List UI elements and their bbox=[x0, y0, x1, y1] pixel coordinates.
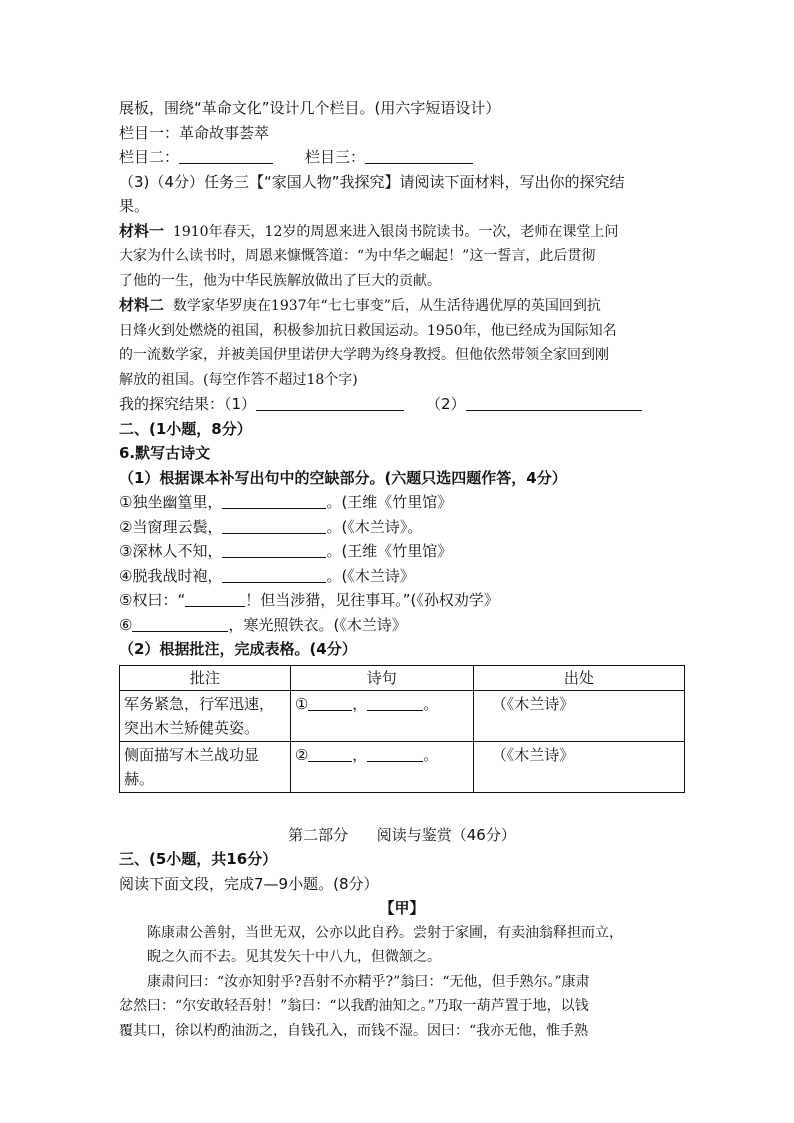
material2-text: 数学家华罗庚在1937年“七七事变”后，从生活待遇优厚的英国回到抗 bbox=[172, 298, 601, 314]
part2-heading: 二、(1小题，8分） bbox=[119, 419, 252, 438]
fill-item-4: ④脱我战时袍， 。(《木兰诗》 bbox=[119, 566, 415, 585]
task3-line1: （3)（4分）任务三【“家国人物”我探究】请阅读下面材料，写出你的探究结 bbox=[119, 172, 625, 191]
passage-p1-l2: 睨之久而不去。见其发矢十中八九，但微颔之。 bbox=[147, 949, 441, 965]
verse-blank[interactable] bbox=[308, 695, 352, 711]
material1-line1 bbox=[119, 219, 685, 245]
table-row bbox=[120, 741, 685, 792]
material1-line2: 大家为什么读书时，周恩来慷慨答道：“为中华之崛起！”这一誓言，此后贯彻 bbox=[119, 248, 596, 264]
material2-line4: 解放的祖国。(每空作答不超过18个字) bbox=[119, 371, 358, 388]
table-header-row bbox=[120, 665, 685, 690]
fill-blank-3[interactable] bbox=[222, 542, 326, 558]
fill-blank-1[interactable] bbox=[222, 493, 326, 509]
q6-sub2: （2）根据批注，完成表格。(4分） bbox=[119, 640, 357, 658]
fill-item-3: ③深林人不知， 。(王维《竹里馆》 bbox=[119, 542, 453, 560]
verse-blank[interactable] bbox=[367, 746, 423, 762]
fill-item-2: ②当窗理云鬓， 。(《木兰诗》。 bbox=[119, 517, 423, 536]
passage-p2-l1: 康肃问曰：“汝亦知射乎?吾射不亦精乎?”翁曰：“无他，但手熟尔。”康肃 bbox=[147, 973, 590, 990]
annotation-table bbox=[119, 665, 685, 793]
result-label-2: （2） bbox=[426, 395, 466, 413]
task3-line2: 果。 bbox=[119, 197, 150, 215]
part3-instruction: 阅读下面文段，完成7—9小题。(8分） bbox=[119, 874, 379, 893]
column-two-label: 栏目二： bbox=[119, 148, 180, 166]
fill-blank-4[interactable] bbox=[222, 567, 326, 583]
part-title: 第二部分 阅读与鉴赏（46分） bbox=[288, 825, 516, 844]
column-two-three-row bbox=[119, 145, 685, 170]
table-row bbox=[120, 690, 685, 741]
column-one: 栏目一：革命故事荟萃 bbox=[119, 123, 270, 142]
table-verse-cell: ② ， 。 bbox=[290, 741, 473, 792]
material2-label: 材料二 bbox=[119, 296, 165, 314]
table-note-cell: 军务紧急，行军迅速， 突出木兰矫健英姿。 bbox=[120, 690, 291, 741]
passage-p2-l3: 覆其口，徐以杓酌油沥之，自钱孔入，而钱不湿。因曰：“我亦无他，惟手熟 bbox=[119, 1022, 589, 1039]
fill-blank-5[interactable] bbox=[185, 591, 245, 607]
column-two-blank[interactable] bbox=[179, 148, 273, 164]
material1-line3: 了他的一生，他为中华民族解放做出了巨大的贡献。 bbox=[119, 272, 441, 289]
q6-title: 6.默写古诗文 bbox=[119, 444, 211, 462]
fill-item-6: ⑥ ，寒光照铁衣。(《木兰诗》 bbox=[119, 615, 407, 634]
fill-blank-2[interactable] bbox=[222, 518, 326, 534]
material2-line1 bbox=[119, 293, 685, 319]
fill-item-1: ①独坐幽篁里， 。(王维《竹里馆》 bbox=[119, 493, 453, 511]
result-row bbox=[119, 392, 685, 417]
fill-blank-6[interactable] bbox=[132, 616, 228, 632]
fill-item-5: ⑤权曰：“ ！但当涉猎，见往事耳。”(《孙权劝学》 bbox=[119, 591, 499, 609]
table-header: 出处 bbox=[473, 665, 684, 690]
column-three-label: 栏目三： bbox=[305, 148, 366, 166]
exhibit-instruction: 展板，围绕“革命文化”设计几个栏目。(用六字短语设计） bbox=[119, 99, 501, 117]
result-blank-2[interactable] bbox=[466, 395, 642, 411]
column-three-blank[interactable] bbox=[365, 148, 473, 164]
table-source-cell: （《木兰诗》 bbox=[473, 690, 684, 741]
passage-p2-l2: 忿然曰：“尔安敢轻吾射！”翁曰：“以我酌油知之。”乃取一葫芦置于地，以钱 bbox=[119, 998, 589, 1014]
table-header: 诗句 bbox=[290, 665, 473, 690]
verse-blank[interactable] bbox=[308, 746, 352, 762]
part3-heading: 三、(5小题，共16分） bbox=[119, 850, 278, 868]
table-verse-cell: ① ， 。 bbox=[290, 690, 473, 741]
passage-jia-title: 【甲】 bbox=[379, 899, 425, 917]
table-note-cell: 侧面描写木兰战功显 赫。 bbox=[120, 741, 291, 792]
material2-line3: 的一流数学家，并被美国伊里诺伊大学聘为终身教授。但他依然带领全家回到刚 bbox=[119, 347, 609, 363]
passage-p1-l1: 陈康肃公善射，当世无双，公亦以此自矜。尝射于家圃，有卖油翁释担而立， bbox=[147, 924, 623, 941]
verse-blank[interactable] bbox=[367, 695, 423, 711]
exam-page bbox=[119, 96, 685, 1043]
material1-label: 材料一 bbox=[119, 221, 165, 240]
material1-text: 1910年春天，12岁的周恩来进入银岗书院读书。一次，老师在课堂上问 bbox=[172, 223, 619, 240]
material2-line2: 日烽火到处燃烧的祖国，积极参加抗日救国运动。1950年，他已经成为国际知名 bbox=[119, 322, 617, 339]
table-header: 批注 bbox=[120, 665, 291, 690]
table-source-cell: （《木兰诗》 bbox=[473, 741, 684, 792]
result-label-1: 我的探究结果：（1） bbox=[119, 395, 257, 413]
result-blank-1[interactable] bbox=[256, 395, 404, 411]
q6-sub1: （1）根据课本补写出句中的空缺部分。(六题只选四题作答，4分） bbox=[119, 468, 567, 487]
